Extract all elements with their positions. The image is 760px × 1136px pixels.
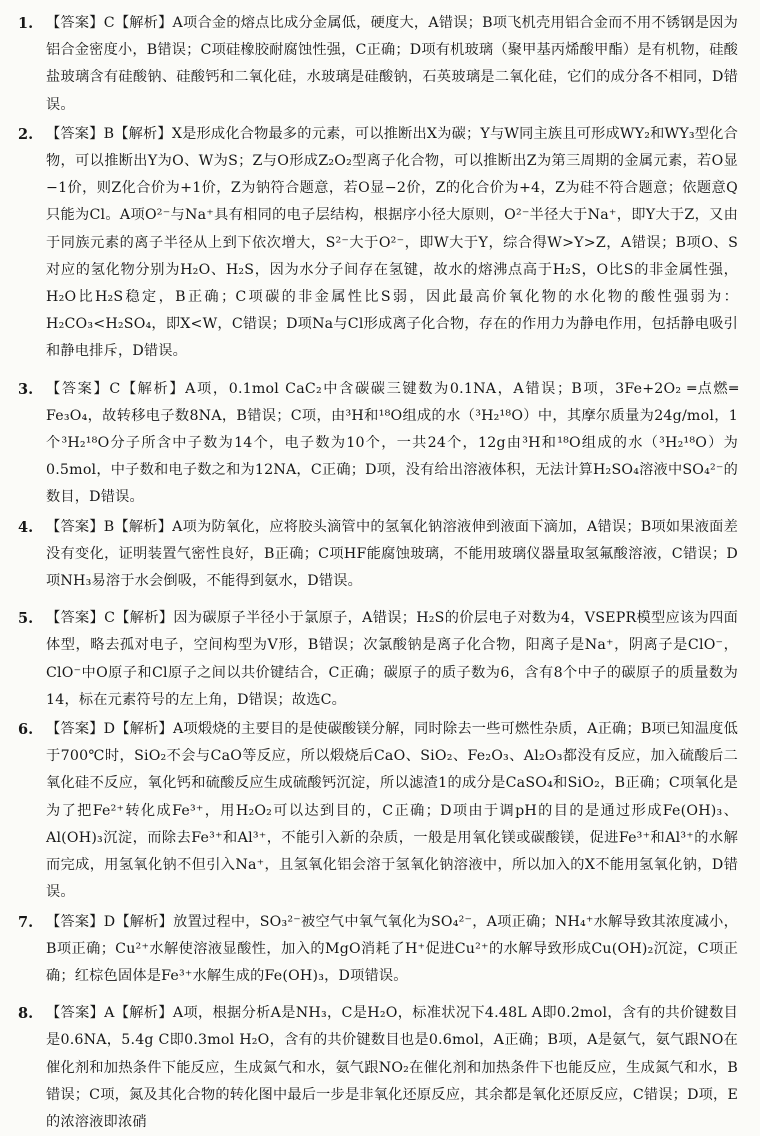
item-text: 【答案】D【解析】放置过程中，SO₃²⁻被空气中氧气氧化为SO₄²⁻，A项正确；NH₄⁺水解导致其浓度减小，B项正确；Cu²⁺水解使溶液显酸性，加入的MgO消耗了H⁺促进Cu²⁺的水解导致形成Cu(OH)₂沉淀，C项正确；红棕色固体是Fe³⁺水解生成的Fe(OH)₃，D项错误。 bbox=[46, 913, 738, 984]
answer-item-5 bbox=[18, 605, 738, 714]
item-text: 【答案】C【解析】因为碳原子半径小于氯原子，A错误；H₂S的价层电子对数为4，VSEPR模型应该为四面体型，略去孤对电子，空间构型为V形，B错误；次氯酸钠是离子化合物，阳离子是Na⁺，阴离子是ClO⁻，ClO⁻中O原子和Cl原子之间以共价键结合，C正确；碳原子的质子数为6，含有8个中子的碳原子的质量数为14，标在元素符号的左上角，D错误；故选C。 bbox=[46, 610, 738, 708]
answer-item-8 bbox=[18, 1000, 738, 1136]
item-number: 4. bbox=[18, 518, 34, 536]
item-number: 7. bbox=[18, 913, 34, 931]
answer-item-7 bbox=[18, 909, 738, 991]
answer-item-4 bbox=[18, 514, 738, 596]
answer-item-1 bbox=[18, 10, 738, 119]
item-number: 5. bbox=[18, 610, 34, 628]
item-number: 3. bbox=[18, 380, 34, 398]
item-text: 【答案】C【解析】A项合金的熔点比成分金属低，硬度大，A错误；B项飞机壳用铝合金而不用不锈钢是因为铝合金密度小，B错误；C项硅橡胶耐腐蚀性强，C正确；D项有机玻璃（聚甲基丙烯酸甲酯）是有机物，硅酸盐玻璃含有硅酸钠、硅酸钙和二氧化硅，水玻璃是硅酸钠，石英玻璃是二氧化硅，它们的成分各不相同，D错误。 bbox=[46, 15, 738, 113]
item-number: 6. bbox=[18, 721, 34, 739]
answer-item-3 bbox=[18, 376, 738, 512]
item-text: 【答案】C【解析】A项，0.1mol CaC₂中含碳碳三键数为0.1NA，A错误；B项，3Fe+2O₂ ═点燃═ Fe₃O₄，故转移电子数8NA，B错误；C项，由³H和¹⁸O组成的水（³H₂¹⁸O）中，其摩尔质量为24g/mol，1个³H₂¹⁸O分子所含中子数为14个，电子数为10个，一共24个，12g由³H和¹⁸O组成的水（³H₂¹⁸O）为0.5mol，中子数和电子数之和为12NA，C正确；D项，没有给出溶液体积，无法计算H₂SO₄溶液中SO₄²⁻的数目，D错误。 bbox=[46, 380, 738, 506]
answer-item-6 bbox=[18, 716, 738, 906]
item-number: 8. bbox=[18, 1005, 34, 1023]
item-number: 2. bbox=[18, 125, 34, 143]
item-text: 【答案】B【解析】A项为防氧化，应将胶头滴管中的氢氧化钠溶液伸到液面下滴加，A错误；B项如果液面差没有变化，证明装置气密性良好，B正确；C项HF能腐蚀玻璃，不能用玻璃仪器量取氢氟酸溶液，C错误；D项NH₃易溶于水会倒吸，不能得到氨水，D错误。 bbox=[46, 518, 738, 590]
item-text: 【答案】D【解析】A项煅烧的主要目的是使碳酸镁分解，同时除去一些可燃性杂质，A正确；B项已知温度低于700℃时，SiO₂不会与CaO等反应，所以煅烧后CaO、SiO₂、Fe₂O₃、Al₂O₃都没有反应，加入硫酸后二氧化硅不反应，氧化钙和硫酸反应生成硫酸钙沉淀，所以滤渣1的成分是CaSO₄和SiO₂，B正确；C项氧化是为了把Fe²⁺转化成Fe³⁺，用H₂O₂可以达到目的，C正确；D项由于调pH的目的是通过形成Fe(OH)₃、Al(OH)₃沉淀，而除去Fe³⁺和Al³⁺，不能引入新的杂质，一般是用氧化镁或碳酸镁，促进Fe³⁺和Al³⁺的水解而完成，用氢氧化钠不但引入Na⁺，且氢氧化铝会溶于氢氧化钠溶液中，所以加入的X不能用氢氧化钠，D错误。 bbox=[46, 721, 738, 901]
answer-item-2 bbox=[18, 121, 738, 366]
item-number: 1. bbox=[18, 15, 34, 32]
item-text: 【答案】B【解析】X是形成化合物最多的元素，可以推断出X为碳；Y与W同主族且可形成WY₂和WY₃型化合物，可以推断出Y为O、W为S；Z与O形成Z₂O₂型离子化合物，可以推断出Z为第三周期的金属元素，若O显−1价，则Z化合价为+1价，Z为钠符合题意，若O显−2价，Z的化合价为+4，Z为硅不符合题意；依题意Q只能为Cl。A项O²⁻与Na⁺具有相同的电子层结构，根据序小径大原则，O²⁻半径大于Na⁺，即Y大于Z，又由于同族元素的离子半径从上到下依次增大，S²⁻大于O²⁻，即W大于Y，综合得W>Y>Z，A错误；B项O、S对应的氢化物分别为H₂O、H₂S，因为水分子间存在氢键，故水的熔沸点高于H₂S，O比S的非金属性强，H₂O比H₂S稳定，B正确；C项碳的非金属性比S弱，因此最高价氧化物的水化物的酸性强弱为：H₂CO₃<H₂SO₄，即X<W，C错误；D项Na与Cl形成离子化合物，存在的作用力为静电作用，包括静电吸引和静电排斥，D错误。 bbox=[46, 125, 738, 360]
item-text: 【答案】A【解析】A项，根据分析A是NH₃，C是H₂O，标准状况下4.48L A即0.2mol，含有的共价键数目是0.6NA，5.4g C即0.3mol H₂O，含有的共价键数目也是0.6mol，A正确；B项，A是氨气，氨气跟NO在催化剂和加热条件下能反应，生成氮气和水，氨气跟NO₂在催化剂和加热条件下也能反应，生成氮气和水，B错误；C项，氮及其化合物的转化图中最后一步是非氧化还原反应，其余都是氧化还原反应，C错误；D项，E的浓溶液即浓硝 bbox=[46, 1005, 738, 1130]
